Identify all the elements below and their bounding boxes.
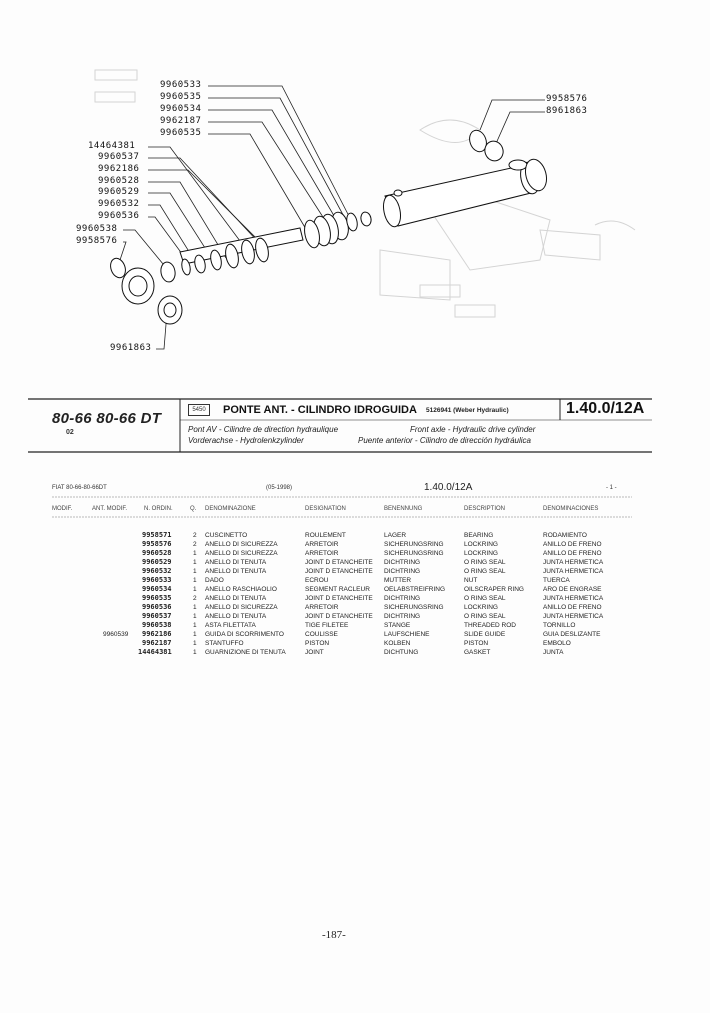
cell-order-number: 9962187: [142, 639, 172, 647]
parts-table-body: [0, 531, 710, 661]
cell-quantity: 1: [193, 586, 197, 593]
diagram-label: 9960533: [160, 80, 202, 90]
section-group-code: 5450: [188, 404, 210, 416]
cell-english: OILSCRAPER RING: [464, 586, 524, 593]
section-code: 5126941 (Weber Hydraulic): [426, 407, 509, 414]
cell-french: ARRETOIR: [305, 604, 339, 611]
cell-quantity: 1: [193, 559, 197, 566]
diagram-label: 9958576: [546, 94, 588, 104]
cell-english: O RING SEAL: [464, 559, 506, 566]
cell-italian: DADO: [205, 577, 224, 584]
cell-german: LAUFSCHIENE: [384, 631, 430, 638]
cell-order-number: 9960532: [142, 567, 172, 575]
cell-italian: ANELLO DI TENUTA: [205, 595, 267, 602]
cell-order-number: 9958571: [142, 531, 172, 539]
cell-english: O RING SEAL: [464, 613, 506, 620]
description-fr: Pont AV - Cilindre de direction hydraulique: [188, 425, 339, 434]
cell-french: JOINT D ETANCHEITE: [305, 559, 373, 566]
cell-german: MUTTER: [384, 577, 412, 584]
cell-english: O RING SEAL: [464, 595, 506, 602]
cell-french: JOINT: [305, 649, 324, 656]
cell-english: THREADED ROD: [464, 622, 517, 629]
cell-spanish: ANILLO DE FRENO: [543, 550, 602, 557]
cell-italian: ANELLO DI SICUREZZA: [205, 541, 278, 548]
cell-quantity: 1: [193, 649, 197, 656]
section-title: PONTE ANT. - CILINDRO IDROGUIDA: [223, 404, 417, 416]
cell-italian: ANELLO DI TENUTA: [205, 568, 267, 575]
section-header: [28, 398, 652, 456]
cell-french: COULISSE: [305, 631, 338, 638]
cell-english: LOCKRING: [464, 604, 498, 611]
cell-order-number: 9960529: [142, 558, 172, 566]
cell-order-number: 9960528: [142, 549, 172, 557]
cell-french: ROULEMENT: [305, 532, 346, 539]
diagram-label: 9960538: [76, 224, 118, 234]
diagram-label: 9962186: [98, 164, 140, 174]
table-page: - 1 -: [606, 485, 617, 491]
cell-order-number: 9960536: [142, 603, 172, 611]
cell-order-number: 9960538: [142, 621, 172, 629]
cell-order-number: 9960534: [142, 585, 172, 593]
cell-spanish: GUIA DESLIZANTE: [543, 631, 601, 638]
diagram-label: 9958576: [76, 236, 118, 246]
cell-quantity: 1: [193, 640, 197, 647]
cell-spanish: TORNILLO: [543, 622, 576, 629]
cell-french: SEGMENT RACLEUR: [305, 586, 370, 593]
cell-german: KOLBEN: [384, 640, 411, 647]
cell-spanish: JUNTA: [543, 649, 564, 656]
diagram-label: 9960537: [98, 152, 140, 162]
cell-italian: ANELLO RASCHIAOLIO: [205, 586, 277, 593]
cell-french: JOINT D ETANCHEITE: [305, 613, 373, 620]
cell-italian: GUARNIZIONE DI TENUTA: [205, 649, 286, 656]
cell-order-number: 9958576: [142, 540, 172, 548]
cell-german: SICHERUNGSRING: [384, 604, 444, 611]
cell-english: GASKET: [464, 649, 491, 656]
model-name: 80-66 80-66 DT: [52, 410, 162, 427]
cell-spanish: ARO DE ENGRASE: [543, 586, 602, 593]
column-header: DESIGNATION: [305, 506, 346, 512]
cell-spanish: ANILLO DE FRENO: [543, 604, 602, 611]
cell-english: BEARING: [464, 532, 494, 539]
cell-italian: ASTA FILETTATA: [205, 622, 256, 629]
cell-english: NUT: [464, 577, 478, 584]
cell-french: JOINT D ETANCHEITE: [305, 595, 373, 602]
cell-spanish: JUNTA HERMETICA: [543, 568, 604, 575]
description-es: Puente anterior - Cilindro de dirección hydráulica: [358, 436, 531, 445]
diagram-label: 9962187: [160, 116, 202, 126]
diagram-label: 9960535: [160, 128, 202, 138]
diagram-label: 9960536: [98, 211, 140, 221]
cell-italian: ANELLO DI SICUREZZA: [205, 550, 278, 557]
cell-order-number: 9960533: [142, 576, 172, 584]
cell-quantity: 2: [193, 532, 197, 539]
diagram-label: 9960528: [98, 176, 140, 186]
cell-german: LAGER: [384, 532, 407, 539]
cell-german: SICHERUNGSRING: [384, 541, 444, 548]
cell-english: O RING SEAL: [464, 568, 506, 575]
cell-order-number: 9960535: [142, 594, 172, 602]
cell-english: LOCKRING: [464, 550, 498, 557]
cell-spanish: JUNTA HERMETICA: [543, 595, 604, 602]
column-header: DESCRIPTION: [464, 506, 506, 512]
cell-quantity: 1: [193, 550, 197, 557]
cell-italian: CUSCINETTO: [205, 532, 248, 539]
table-date: (05-1998): [266, 485, 293, 491]
table-reference: 1.40.0/12A: [424, 482, 473, 493]
cell-italian: ANELLO DI TENUTA: [205, 613, 267, 620]
cell-english: LOCKRING: [464, 541, 498, 548]
cell-order-number: 9962186: [142, 630, 172, 638]
cell-french: TIGE FILETEE: [305, 622, 349, 629]
cell-french: ARRETOIR: [305, 550, 339, 557]
cell-quantity: 1: [193, 613, 197, 620]
cell-quantity: 2: [193, 595, 197, 602]
diagram-label: 14464381: [88, 141, 136, 151]
cell-french: JOINT D ETANCHEITE: [305, 568, 373, 575]
diagram-label: 8961863: [546, 106, 588, 116]
cell-italian: STANTUFFO: [205, 640, 244, 647]
description-de: Vorderachse - Hydrolenkzylinder: [188, 436, 304, 445]
cell-spanish: ANILLO DE FRENO: [543, 541, 602, 548]
page-number: -187-: [322, 929, 346, 941]
cell-spanish: RODAMIENTO: [543, 532, 587, 539]
cell-spanish: JUNTA HERMETICA: [543, 613, 604, 620]
cell-quantity: 1: [193, 604, 197, 611]
section-reference: 1.40.0/12A: [566, 400, 645, 417]
cell-order-number: 14464381: [138, 648, 172, 656]
cylinder-assembly: [108, 128, 550, 324]
diagram-label: 9960534: [160, 104, 202, 114]
cell-italian: ANELLO DI TENUTA: [205, 559, 267, 566]
cell-quantity: 1: [193, 622, 197, 629]
cell-german: SICHERUNGSRING: [384, 550, 444, 557]
cell-english: SLIDE GUIDE: [464, 631, 506, 638]
column-header: ANT. MODIF.: [92, 506, 128, 512]
table-model: FIAT 80-66-80-66DT: [52, 485, 107, 491]
cell-english: PISTON: [464, 640, 489, 647]
cell-german: DICHTRING: [384, 595, 421, 602]
cell-german: DICHTRING: [384, 613, 421, 620]
cell-french: ARRETOIR: [305, 541, 339, 548]
exploded-view-diagram: [0, 0, 710, 395]
cell-german: STANGE: [384, 622, 411, 629]
cell-german: DICHTUNG: [384, 649, 419, 656]
column-header: BENENNUNG: [384, 506, 423, 512]
cell-french: PISTON: [305, 640, 330, 647]
column-header: DENOMINAZIONE: [205, 506, 256, 512]
diagram-label: 9960529: [98, 187, 140, 197]
cell-german: DICHTRING: [384, 568, 421, 575]
diagram-label: 9960532: [98, 199, 140, 209]
column-header: Q.: [190, 506, 197, 512]
cell-quantity: 1: [193, 568, 197, 575]
cell-ant-modif: 9960539: [103, 631, 129, 638]
cell-quantity: 2: [193, 541, 197, 548]
cell-italian: GUIDA DI SCORRIMENTO: [205, 631, 284, 638]
cell-german: OELABSTREIFRING: [384, 586, 446, 593]
cell-spanish: TUERCA: [543, 577, 570, 584]
cell-german: DICHTRING: [384, 559, 421, 566]
column-header: MODIF.: [52, 506, 73, 512]
model-subcode: 02: [66, 429, 74, 436]
cell-spanish: EMBOLO: [543, 640, 571, 647]
cell-quantity: 1: [193, 631, 197, 638]
cell-french: ECROU: [305, 577, 329, 584]
diagram-label: 9961863: [110, 343, 152, 353]
cell-quantity: 1: [193, 577, 197, 584]
description-en: Front axle - Hydraulic drive cylinder: [410, 425, 536, 434]
diagram-label: 9960535: [160, 92, 202, 102]
cell-order-number: 9960537: [142, 612, 172, 620]
cell-spanish: JUNTA HERMETICA: [543, 559, 604, 566]
column-header: DENOMINACIONES: [543, 506, 599, 512]
column-header: N. ORDIN.: [144, 506, 173, 512]
cell-italian: ANELLO DI SICUREZZA: [205, 604, 278, 611]
